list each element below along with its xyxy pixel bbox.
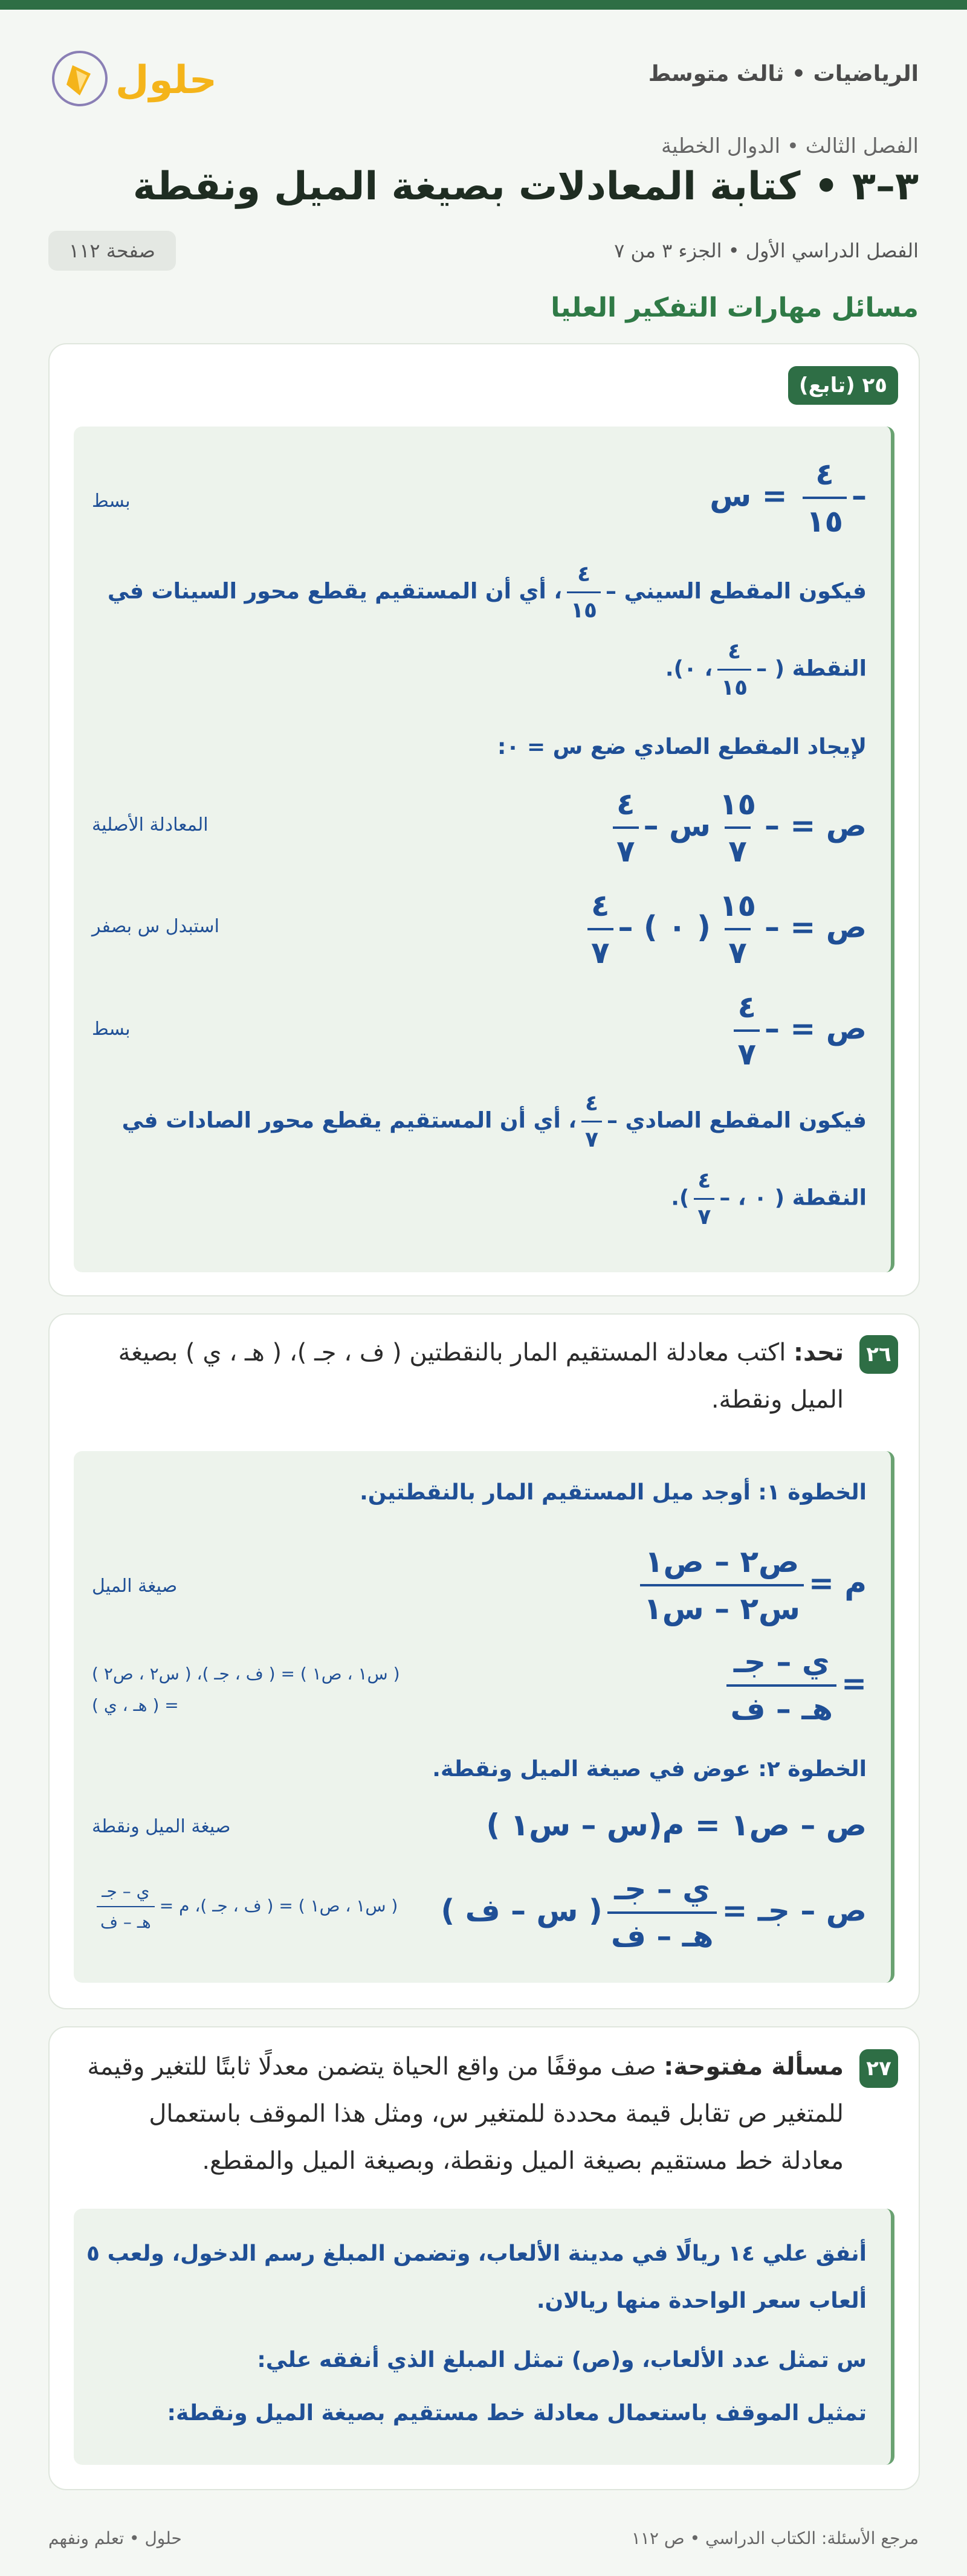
page-badge: صفحة ١١٢	[48, 231, 176, 271]
step-note: ( س١ ، ص١ ) = ( ف ، جـ )، ( س٢ ، ص٢ )	[92, 1664, 400, 1684]
fraction: $\frac{٤}{٧}$	[694, 1168, 714, 1229]
step-heading: الخطوة ١: أوجد ميل المستقيم المار بالنقطتين.	[360, 1480, 867, 1505]
question-text: مسألة مفتوحة: صف موقفًا من واقع الحياة يتضمن معدلًا ثابتًا للتغير وقيمة	[87, 2053, 844, 2081]
solution-line: م = $\frac{\text{ص٢ – ص١}}{\text{س٢ – س١}}$	[635, 1544, 867, 1626]
meta-row	[48, 231, 919, 273]
solution-line: فيكون المقطع الصادي – $\frac{٤}{٧}$ ، أي أن المستقيم يقطع محور الصادات في	[121, 1091, 867, 1152]
header	[48, 42, 919, 115]
question-text: للمتغير ص تقابل قيمة محددة للمتغير س، ومثل هذا الموقف باستعمال	[149, 2100, 844, 2128]
question-badge: ٢٦	[859, 1335, 898, 1374]
solution-line: ص – جـ = $\frac{\text{ي – جـ}}{\text{هـ – ف}}$ ( س – ف )	[441, 1872, 867, 1954]
question-badge: ٢٧	[859, 2049, 898, 2088]
semester-label: الفصل الدراسي الأول • الجزء ٣ من ٧	[614, 239, 919, 262]
fraction: $\frac{٤}{٧}$	[581, 1091, 602, 1152]
step-note: بسط	[92, 1019, 131, 1040]
footer-source: مرجع الأسئلة: الكتاب الدراسي • ص ١١٢	[631, 2528, 919, 2548]
fraction: $\frac{٤}{١٥}$	[567, 562, 601, 623]
question-text: الميل ونقطة.	[711, 1386, 844, 1414]
solution-line: ص = – $\frac{١٥}{٧}$ س – $\frac{٤}{٧}$	[608, 787, 867, 869]
question-card-26	[48, 1313, 920, 2009]
step-note: استبدل س بصفر	[92, 916, 219, 937]
solution-box	[74, 2209, 894, 2465]
section-title: مسائل مهارات التفكير العليا	[551, 292, 919, 323]
solution-line: = $\frac{\text{ي – جـ}}{\text{هـ – ف}}$	[722, 1644, 867, 1727]
solution-line: س تمثل عدد الألعاب، و(ص) تمثل المبلغ الذي أنفقه علي:	[257, 2348, 867, 2372]
step-note: ( س١ ، ص١ ) = ( ف ، جـ )، م = $\frac{\text{ي – جـ}}{\text{هـ – ف}}$	[92, 1881, 398, 1932]
solution-box	[74, 1451, 894, 1983]
fraction: $\frac{\text{ي – جـ}}{\text{هـ – ف}}$	[97, 1881, 155, 1932]
fraction: $\frac{\text{ي – جـ}}{\text{هـ – ف}}$	[726, 1644, 836, 1727]
solution-line: تمثيل الموقف باستعمال معادلة خط مستقيم بصيغة الميل ونقطة:	[167, 2401, 867, 2426]
solution-box	[74, 427, 894, 1272]
solution-line: لإيجاد المقطع الصادي ضع س = ٠:	[497, 735, 867, 759]
question-badge: ٢٥ (تابع)	[788, 366, 898, 405]
step-note: صيغة الميل ونقطة	[92, 1816, 231, 1837]
solution-line: ص = – $\frac{١٥}{٧}$ ( ٠ ) – $\frac{٤}{٧}$	[583, 888, 867, 970]
footer-brand: حلول • تعلم ونفهم	[48, 2528, 182, 2548]
question-text: معادلة خط مستقيم بصيغة الميل ونقطة، وبصيغة الميل والمقطع.	[202, 2147, 844, 2175]
solution-line: ص = – $\frac{٤}{٧}$	[729, 990, 867, 1072]
step-note: المعادلة الأصلية	[92, 814, 209, 836]
fraction: $\frac{\text{ص٢ – ص١}}{\text{س٢ – س١}}$	[640, 1544, 804, 1626]
fraction: $\frac{٤}{١٥}$	[803, 457, 847, 539]
solution-line: ألعاب سعر الواحدة منها ريالان.	[536, 2288, 867, 2313]
solution-line: أنفق علي ١٤ ريالًا في مدينة الألعاب، وتضمن المبلغ رسم الدخول، ولعب ٥	[86, 2241, 867, 2266]
step-heading: الخطوة ٢: عوض في صيغة الميل ونقطة.	[432, 1757, 867, 1782]
logo-text: حلول	[115, 58, 217, 103]
solution-line: ص – ص١ = م(س – س١ )	[486, 1808, 867, 1843]
step-note: صيغة الميل	[92, 1576, 178, 1597]
solution-line: فيكون المقطع السيني – $\frac{٤}{١٥}$ ، أي أن المستقيم يقطع محور السينات في	[107, 562, 867, 623]
question-card-27	[48, 2026, 920, 2490]
fraction: $\frac{\text{ي – جـ}}{\text{هـ – ف}}$	[607, 1872, 717, 1954]
fraction: $\frac{١٥}{٧}$	[719, 888, 757, 970]
question-text: تحد: اكتب معادلة المستقيم المار بالنقطتين ( ف ، جـ )، ( هـ ، ي ) بصيغة	[118, 1339, 844, 1367]
chapter-label: الفصل الثالث • الدوال الخطية	[661, 134, 919, 158]
question-card-25	[48, 343, 920, 1296]
solution-line: – $\frac{٤}{١٥}$ = س	[710, 457, 867, 539]
fraction: $\frac{٤}{١٥}$	[717, 639, 751, 700]
subject-label: الرياضيات • ثالث متوسط	[648, 62, 919, 86]
step-note: بسط	[92, 491, 131, 512]
step-note: = ( هـ ، ي )	[92, 1695, 179, 1715]
fraction: $\frac{١٥}{٧}$	[719, 787, 757, 869]
fraction: $\frac{٤}{٧}$	[734, 990, 760, 1072]
top-accent-bar	[0, 0, 967, 10]
solution-line: النقطة ( – $\frac{٤}{١٥}$ ، ٠).	[665, 639, 867, 700]
fraction: $\frac{٤}{٧}$	[613, 787, 639, 869]
solution-line: النقطة ( ٠ ، – $\frac{٤}{٧}$ ).	[671, 1168, 867, 1229]
lesson-title: ٣–٣ • كتابة المعادلات بصيغة الميل ونقطة	[132, 164, 919, 209]
hulul-logo[interactable]	[48, 42, 230, 115]
fraction: $\frac{٤}{٧}$	[587, 888, 613, 970]
